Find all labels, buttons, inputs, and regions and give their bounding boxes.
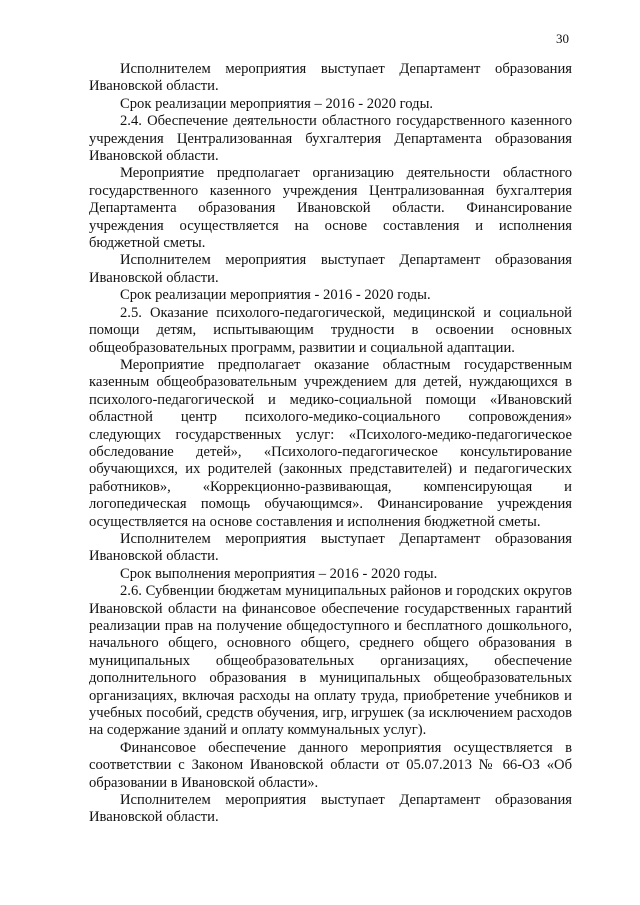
paragraph-section-2-5-heading: 2.5. Оказание психолого-педагогической, медицинской и социальной помощи детям, испытывающим трудности в освоении основных общеобразовательных программ, развитии и социальной адаптации. (89, 304, 572, 356)
paragraph-term: Срок реализации мероприятия – 2016 - 2020 годы. (120, 95, 434, 112)
paragraph-executor: Исполнителем мероприятия выступает Департамент образования Ивановской области. (89, 792, 572, 826)
document-body (89, 61, 572, 827)
paragraph-section-2-4-description: Мероприятие предполагает организацию деятельности областного государственного казенного учреждения Централизованная бухгалтерия Департамента образования Ивановской области. Финансирование учреждения осуществляется на основе составления и исполнения бюджетной сметы. (89, 165, 572, 252)
paragraph-term: Срок выполнения мероприятия – 2016 - 2020 годы. (120, 565, 438, 582)
paragraph-executor: Исполнителем мероприятия выступает Департамент образования Ивановской области. (89, 530, 572, 565)
page-number: 30 (556, 31, 569, 46)
paragraph-section-2-4-heading: 2.4. Обеспечение деятельности областного государственного казенного учреждения Централизованная бухгалтерия Департамента образования Ивановской области. (89, 113, 572, 165)
paragraph-executor: Исполнителем мероприятия выступает Департамент образования Ивановской области. (89, 61, 572, 95)
paragraph-executor: Исполнителем мероприятия выступает Департамент образования Ивановской области. (89, 252, 572, 286)
paragraph-section-2-6-heading: 2.6. Субвенции бюджетам муниципальных районов и городских округов Ивановской области на финансовое обеспечение государственных гарантий реализации прав на получение общедоступного и бесплатного дошкольного, начального общего, основного общего, среднего общего образования в муниципальных общеобразовательных организациях, обеспечение дополнительного образования в муниципальных общеобразовательных организациях, включая расходы на оплату труда, приобретение учебников и учебных пособий, средств обучения, игр, игрушек (за исключением расходов на содержание зданий и оплату коммунальных услуг). (89, 583, 572, 739)
paragraph-section-2-5-description: Мероприятие предполагает оказание областным государственным казенным общеобразовательным учреждением для детей, нуждающихся в психолого-педагогической и медико-социальной помощи «Ивановский областной центр психолого-медико-социального сопровождения» следующих государственных услуг: «Психолого-медико-педагогическое обследование детей», «Психолого-педагогическое консультирование обучающихся, их родителей (законных представителей) и педагогических работников», «Коррекционно-развивающая, компенсирующая и логопедическая помощь обучающимся». Финансирование учреждения осуществляется на основе составления и исполнения бюджетной сметы. (89, 356, 572, 530)
paragraph-section-2-6-funding: Финансовое обеспечение данного мероприятия осуществляется в соответствии с Законом Ивановской области от 05.07.2013 № 66-ОЗ «Об образовании в Ивановской области». (89, 739, 572, 791)
paragraph-term: Срок реализации мероприятия - 2016 - 2020 годы. (120, 287, 431, 304)
